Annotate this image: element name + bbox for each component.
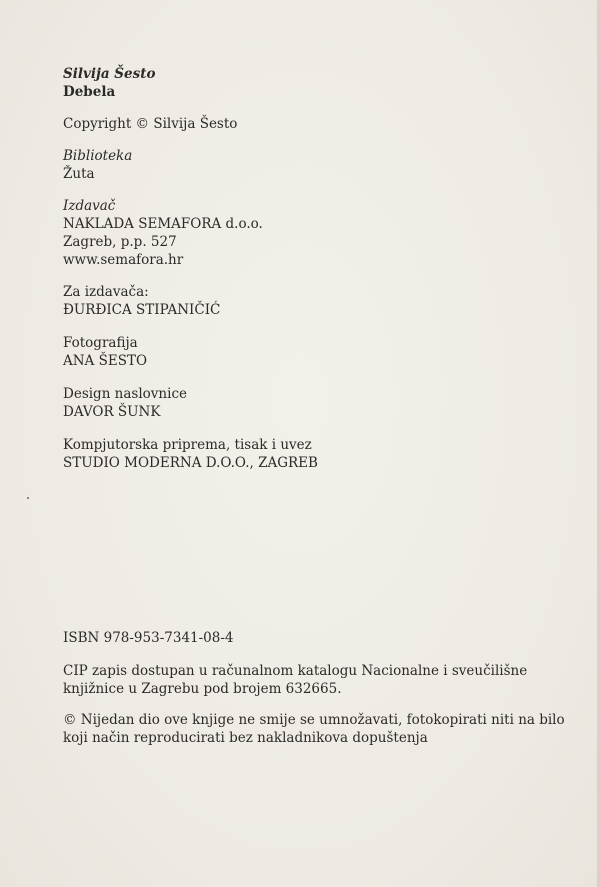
- for-publisher-block: [63, 283, 220, 319]
- production-value: STUDIO MODERNA D.O.O., ZAGREB: [63, 455, 318, 471]
- cover-design-value: DAVOR ŠUNK: [63, 404, 161, 420]
- cip-line-2: knjižnice u Zagrebu pod brojem 632665.: [63, 681, 342, 697]
- rights-line-1: © Nijedan dio ove knjige ne smije se umnožavati, fotokopirati niti na bilo: [63, 712, 565, 728]
- author-title-block: [63, 65, 156, 101]
- cover-design-block: [63, 385, 187, 421]
- cip-block: [63, 662, 527, 698]
- copyright-block: [63, 115, 237, 133]
- publisher-label: Izdavač: [63, 198, 116, 214]
- production-label: Kompjutorska priprema, tisak i uvez: [63, 437, 312, 453]
- publisher-block: [63, 197, 263, 269]
- paper-speck: [27, 497, 29, 499]
- publisher-website: www.semafora.hr: [63, 252, 184, 268]
- rights-block: [63, 711, 565, 747]
- production-block: [63, 436, 318, 472]
- for-publisher-label: Za izdavača:: [63, 284, 149, 300]
- cover-design-label: Design naslovnice: [63, 386, 187, 402]
- isbn: ISBN 978-953-7341-08-4: [63, 630, 234, 646]
- series-label: Biblioteka: [63, 148, 133, 164]
- author-name: Silvija Šesto: [63, 66, 156, 82]
- book-title: Debela: [63, 84, 116, 100]
- photography-block: [63, 334, 147, 370]
- publisher-name: NAKLADA SEMAFORA d.o.o.: [63, 216, 263, 232]
- photography-label: Fotografija: [63, 335, 138, 351]
- isbn-block: [63, 629, 234, 647]
- photography-value: ANA ŠESTO: [63, 353, 148, 369]
- copyright-notice: Copyright © Silvija Šesto: [63, 116, 238, 132]
- rights-line-2: koji način reproducirati bez nakladnikova dopuštenja: [63, 730, 428, 746]
- for-publisher-value: ĐURĐICA STIPANIČIĆ: [63, 302, 221, 318]
- series-value: Žuta: [63, 166, 95, 182]
- cip-line-1: CIP zapis dostupan u računalnom katalogu Nacionalne i sveučilišne: [63, 663, 528, 679]
- series-block: [63, 147, 132, 183]
- publisher-address: Zagreb, p.p. 527: [63, 234, 177, 250]
